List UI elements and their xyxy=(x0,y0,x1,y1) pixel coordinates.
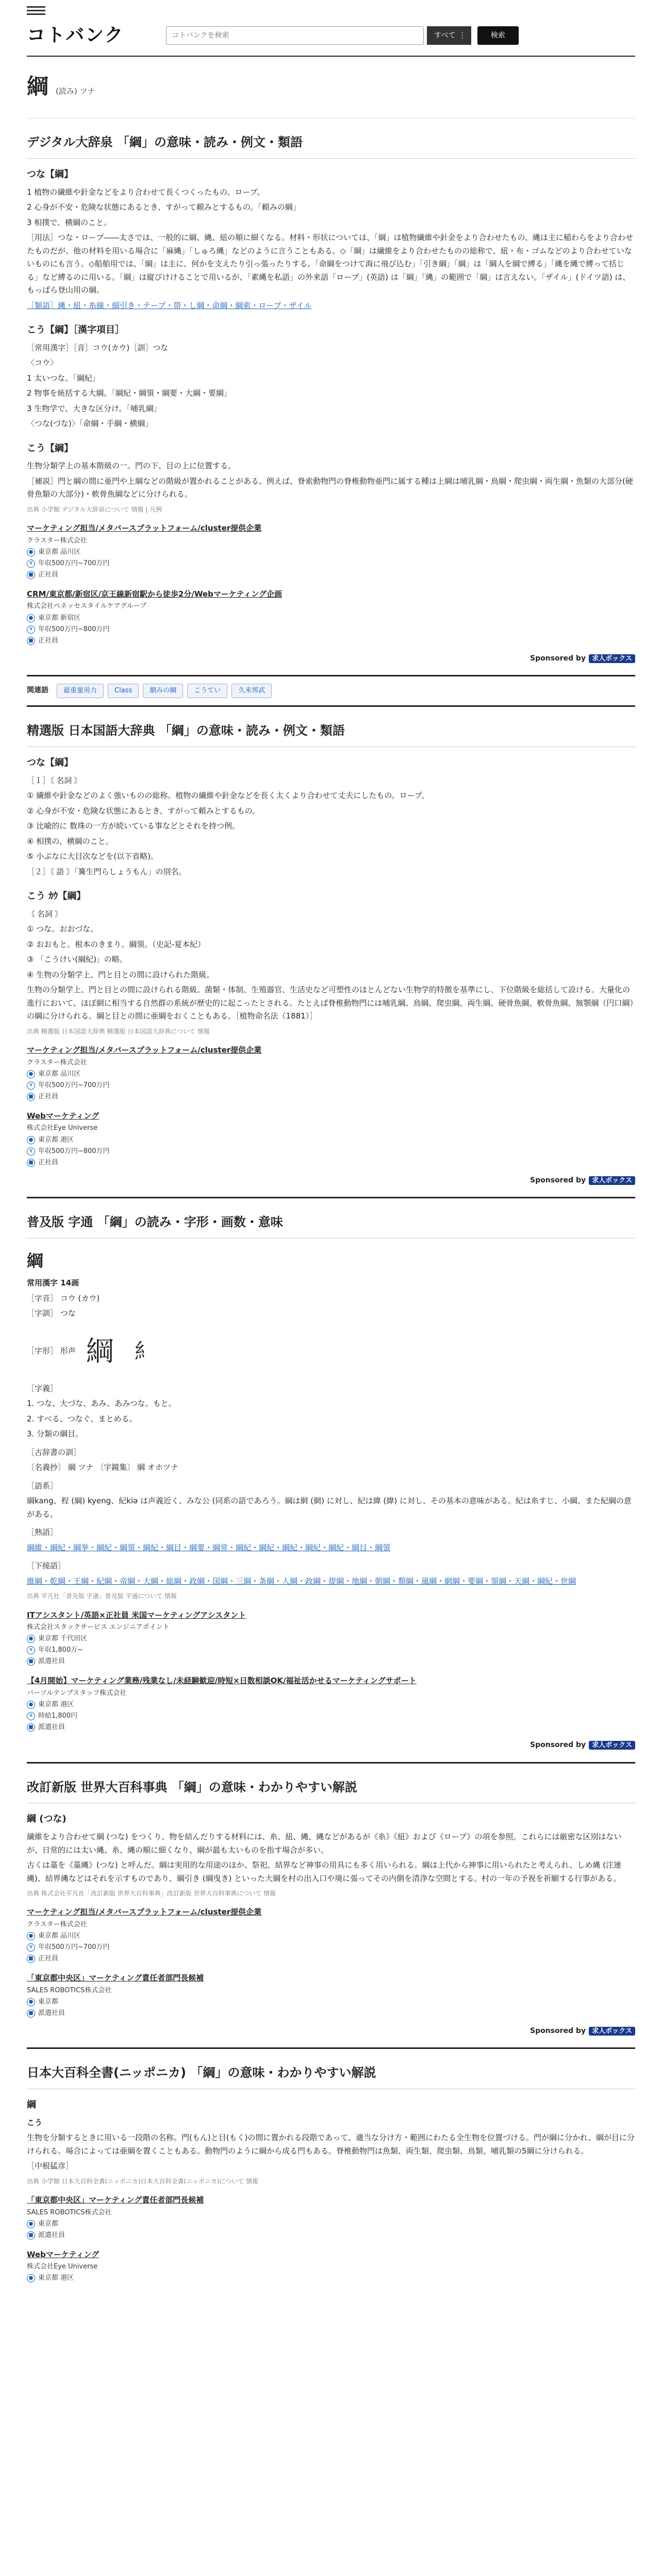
related-chip[interactable]: こうてい xyxy=(187,684,227,698)
job-ad-salary: 年収500万円~700万円 xyxy=(38,1943,110,1952)
sponsored-text: Sponsored by xyxy=(530,654,586,663)
yen-icon: ¥ xyxy=(27,625,35,634)
section-label: ［古辞書の訓］ xyxy=(27,1447,81,1457)
job-ad-title[interactable]: ITアシスタント/英語×正社員 米国マーケティングアシスタント xyxy=(27,1610,246,1620)
job-ad-type: 派遣社員 xyxy=(38,1657,65,1666)
location-icon: ● xyxy=(27,1998,35,2006)
location-icon: ● xyxy=(27,2274,35,2282)
word-family: 綱kang、程 (綱) kyeng、紀kiə は声義近く、みな公 (同系の語であろう。綱は網 (網) に対し、紀は緯 (緯) に対し、その基本の意味がある。紀は糸すじ、小綱、また紀綱の意がある。 xyxy=(27,1496,632,1519)
job-ad-title[interactable]: CRM/東京都/新宿区/京王線新宿駅から徒歩2分/Webマーケティング企画 xyxy=(27,589,282,599)
source-credit: 出典 小学館 日本大百科全書(ニッポニカ)日本大百科全書(ニッポニカ)について 情報 xyxy=(27,2177,258,2185)
menu-icon[interactable] xyxy=(27,6,45,18)
job-ad-company: クラスター株式会社 xyxy=(27,1058,87,1066)
location-icon: ● xyxy=(27,1635,35,1643)
job-ad-company: 株式会社Eye Universe xyxy=(27,1124,98,1132)
job-ad-title[interactable]: Webマーケティング xyxy=(27,2249,100,2259)
job-ad[interactable] xyxy=(27,1674,635,1733)
author: ［中根猛彦］ xyxy=(27,2161,74,2171)
job-ad-company: SALES ROBOTICS株式会社 xyxy=(27,2208,112,2216)
job-ad-salary: 年収500万円~800万円 xyxy=(38,1147,110,1155)
meaning-line: 2. すべる、つなぐ、まとめる。 xyxy=(27,1414,137,1423)
job-ad[interactable] xyxy=(27,1972,635,2019)
article-paragraph: 古くは藁を《藁縄》(つな) と呼んだ。綱は実用的な用途のほか、祭祀、結界など神事の用具にも多く用いられる。綱は上代から神事に用いられたと考えられ、しめ縄 (注連縄)、結界縄などはそれを示すものであり、綱引き (綱曳き) といった大綱を村の出入口や境に張ってその内側を清浄な空間とする。村の一年の予祝を祈願する行事がある。 xyxy=(27,1860,622,1883)
job-ad-location: 東京都 港区 xyxy=(38,1136,74,1144)
source-credit: 出典 小学館 デジタル大辞泉について 情報 | 凡例 xyxy=(27,505,162,513)
job-ad[interactable] xyxy=(27,1906,635,1964)
sponsored-label xyxy=(27,653,635,665)
headword: 綱 (つな) xyxy=(27,1814,67,1825)
sponsor-logo[interactable]: 求人ボックス xyxy=(589,2027,635,2036)
definition-line: ④ 生物の分類学上、門と目との間に設けられた階級。 xyxy=(27,970,214,979)
job-ad[interactable] xyxy=(27,522,635,581)
part-of-speech: ［２］〘 語 〙「篝生門らしょうもん」の別名。 xyxy=(27,867,187,876)
definition-line: ⑤ 小ぶなに大目次などを(以下省略)。 xyxy=(27,852,158,861)
section-heading: 日本大百科全書(ニッポニカ) 「綱」の意味・わかりやすい解説 xyxy=(27,2062,635,2089)
job-ad-location: 東京都 品川区 xyxy=(38,1070,81,1078)
job-ad-location: 東京都 港区 xyxy=(38,2274,74,2282)
briefcase-icon: ■ xyxy=(27,1657,35,1666)
dictionary-section-daijisen xyxy=(27,118,635,676)
job-ad[interactable] xyxy=(27,1609,635,1668)
section-heading: 普及版 字通 「綱」の読み・字形・画数・意味 xyxy=(27,1212,635,1239)
job-ad-location: 東京都 品川区 xyxy=(38,1932,81,1940)
sponsored-label xyxy=(27,1739,635,1752)
sponsored-text: Sponsored by xyxy=(530,1740,586,1749)
job-ad-title[interactable]: マーケティング担当/メタバースプラットフォーム/cluster提供企業 xyxy=(27,1907,262,1917)
job-ad[interactable] xyxy=(27,2248,635,2284)
sponsor-logo[interactable]: 求人ボックス xyxy=(589,654,635,663)
definition-line: 3 相撲で、横綱のこと。 xyxy=(27,217,112,227)
yen-icon: ¥ xyxy=(27,1646,35,1654)
kanji-glyph: 綱 xyxy=(86,1334,114,1367)
job-ad-type: 派遣社員 xyxy=(38,2009,65,2017)
yen-icon: ¥ xyxy=(27,1943,35,1952)
section-label: ［熟語］ xyxy=(27,1528,58,1537)
related-chip[interactable]: Class xyxy=(108,684,139,698)
briefcase-icon: ■ xyxy=(27,2009,35,2018)
sponsored-text: Sponsored by xyxy=(530,1176,586,1184)
sponsor-logo[interactable]: 求人ボックス xyxy=(589,1176,635,1185)
sponsor-logo[interactable]: 求人ボックス xyxy=(589,1741,635,1750)
dictionary-section-nikkoku xyxy=(27,707,635,1198)
job-ad-salary: 年収500万円~800万円 xyxy=(38,625,110,633)
job-ad-company: 株式会社Eye Universe xyxy=(27,2263,98,2271)
job-ad-company: クラスター株式会社 xyxy=(27,1920,87,1928)
job-ad-location: 東京都 千代田区 xyxy=(38,1635,88,1643)
headword: 綱 xyxy=(27,2099,36,2111)
location-icon: ● xyxy=(27,1701,35,1709)
dictionary-section-nipponica xyxy=(27,2049,635,2298)
sponsored-label xyxy=(27,1175,635,1187)
job-ad-company: クラスター株式会社 xyxy=(27,536,87,545)
compound-list[interactable]: 綱維・綱紀・綱挙・綱紀・綱領・綱紀・綱目・綱要・綱常・綱紀・綱紀・綱紀・綱紀・綱紀・綱目・綱領 xyxy=(27,1543,391,1552)
job-ad-company: パーソルテンプスタッフ株式会社 xyxy=(27,1689,127,1697)
definition-line: ① 繊維や針金などのよく強いものの総称。植物の繊維や針金などを長く太くより合わせて丈夫にしたもの。ロープ。 xyxy=(27,791,429,801)
word-reading: (読み) ツナ xyxy=(56,87,95,96)
definition-line: ② 心身が不安・危険な状態にあるとき、すがって頼みとするもの。 xyxy=(27,806,260,816)
section-heading: 精選版 日本国語大辞典 「綱」の意味・読み・例文・類語 xyxy=(27,720,635,747)
kanji-formation: ［字形］ 形声 xyxy=(27,1346,76,1356)
related-chip[interactable]: 網みの綱 xyxy=(143,684,183,698)
word-title xyxy=(27,57,635,118)
headword: つな【綱】 xyxy=(27,169,73,180)
kanji-title: 綱 xyxy=(27,1251,44,1271)
job-ad-title[interactable]: マーケティング担当/メタバースプラットフォーム/cluster提供企業 xyxy=(27,1045,262,1055)
search-button[interactable]: 検索 xyxy=(477,26,519,45)
definition-line: ④ 相撲の、横綱のこと。 xyxy=(27,836,113,846)
job-ad-title[interactable]: 「東京都中央区」マーケティング責任者部門長候補 xyxy=(27,2195,204,2205)
definition-line: 1 植物の繊維や針金などをより合わせて長くつくったもの。ロープ。 xyxy=(27,187,265,197)
supplement-note: ［補説］門と綱の間に亜門や上綱などの階級が置かれることがある。例えば、脊索動物門の脊椎動物亜門に属する種は上綱は哺乳綱・鳥綱・爬虫綱・両生綱・魚類の大部分(硬骨魚類の大部分)・軟骨魚綱などに分けられる。 xyxy=(27,476,633,499)
related-words xyxy=(27,676,635,707)
job-ad-type: 正社員 xyxy=(38,570,59,579)
section-label: ［字義］ xyxy=(27,1383,58,1393)
headword: こう ｶｳ【綱】 xyxy=(27,891,86,902)
source-credit: 出典 株式会社平凡社「改訂新版 世界大百科事典」改訂新版 世界大百科事典について 情報 xyxy=(27,1890,276,1897)
ancient-glyph-icon: ⺯ xyxy=(134,1339,155,1363)
yen-icon: ¥ xyxy=(27,1081,35,1090)
subordinate-list[interactable]: 維綱・乾綱・王綱・紀綱・帝綱・大綱・総綱・政綱・国綱・三綱・条綱・人綱・政綱・提綱・地綱・朝綱・頽綱・風綱・網綱・要綱・領綱・天綱・綱紀・世綱 xyxy=(27,1576,576,1586)
job-ad-type: 派遣社員 xyxy=(38,1723,65,1731)
part-of-speech: 〘 名詞 〙 xyxy=(27,909,63,919)
job-ad-salary: 年収1,800万~ xyxy=(38,1646,84,1654)
job-ad-type: 正社員 xyxy=(38,1955,59,1963)
section-heading: 改訂新版 世界大百科事典 「綱」の意味・わかりやすい解説 xyxy=(27,1777,635,1804)
job-ad-title[interactable]: 【4月開始】マーケティング業務/残業なし/未経験歓迎/時短×日数相談OK/福祉活かせるマーケティングサポート xyxy=(27,1676,417,1686)
job-ad[interactable] xyxy=(27,588,635,647)
job-ad-salary: 時給1,800円 xyxy=(38,1711,78,1720)
job-ad[interactable] xyxy=(27,1110,635,1168)
job-ad-title[interactable]: Webマーケティング xyxy=(27,1111,100,1121)
definition-line: ① つな。おおづな。 xyxy=(27,924,98,934)
related-chip[interactable]: 久米邦武 xyxy=(231,684,272,698)
compound-names: 〈つな(づな)〉「命綱・手綱・横綱」 xyxy=(27,419,153,429)
location-icon: ● xyxy=(27,1070,35,1078)
dictionary-section-jitsu xyxy=(27,1198,635,1763)
kanji-reading: ［字訓］ つな xyxy=(27,1309,76,1318)
definition-line: ③ 「こうけい(綱紀)」の略。 xyxy=(27,955,127,964)
old-readings: 〔名義抄〕 綱 ツナ 〔字鏡集〕 綱 オホツナ xyxy=(27,1463,178,1472)
definition-line: 2 心身が不安・危険な状態にあるとき、すがって頼みとするもの。「頼みの綱」 xyxy=(27,202,301,212)
related-label: 関連語 xyxy=(27,686,48,695)
article-paragraph: 生物を分類するときに用いる一段階の名称。門(もん)と目(もく)の間に置かれる段階であって、適当な分け方・範囲にわたる全生物を位置づける。門が綱に分かれ、綱が目に分けられる。場合によっては亜綱を置くこともある。動物門のように綱から成る門もある。脊椎動物門は魚類、両生類、爬虫類、鳥類、哺乳類の5綱に分けられる。 xyxy=(27,2133,635,2156)
definition-line: 2 物事を統括する大綱。「綱紀・綱領・綱要・大綱・要綱」 xyxy=(27,388,231,398)
definition-line: 3 生物学で、大きな区分け。「哺乳綱」 xyxy=(27,403,161,413)
kanji-reading: ［字音］ コウ (カウ) xyxy=(27,1293,100,1303)
job-ad-title[interactable]: 「東京都中央区」マーケティング責任者部門長候補 xyxy=(27,1973,204,1983)
headword-reading: こう xyxy=(27,2117,43,2127)
job-ad[interactable] xyxy=(27,1044,635,1103)
job-ad-type: 派遣社員 xyxy=(38,2231,65,2239)
meaning-line: 3. 分類の綱目。 xyxy=(27,1429,84,1439)
location-icon: ● xyxy=(27,548,35,556)
search-scope-select[interactable]: すべて ⋮ xyxy=(427,26,471,45)
briefcase-icon: ■ xyxy=(27,637,35,645)
job-ad-company: SALES ROBOTICS株式会社 xyxy=(27,1986,112,1994)
source-credit: 出典 精選版 日本国語大辞典 精選版 日本国語大辞典について 情報 xyxy=(27,1027,210,1035)
job-ad-salary: 年収500万円~700万円 xyxy=(38,1081,110,1089)
yen-icon: ¥ xyxy=(27,560,35,568)
job-ad[interactable] xyxy=(27,2194,635,2241)
job-ad-location: 東京都 新宿区 xyxy=(38,614,81,622)
section-label: ［語系］ xyxy=(27,1481,58,1490)
reading-label: 〈コウ〉 xyxy=(27,358,58,368)
source-credit: 出典 平凡社「普及版 字通」普及版 字通について 情報 xyxy=(27,1592,177,1600)
headword: こう【綱】［漢字項目］ xyxy=(27,325,124,336)
related-chip[interactable]: 最重量用力 xyxy=(57,684,104,698)
briefcase-icon: ■ xyxy=(27,571,35,579)
job-ad-location: 東京都 品川区 xyxy=(38,548,81,556)
briefcase-icon: ■ xyxy=(27,2231,35,2240)
sponsored-text: Sponsored by xyxy=(530,2026,586,2035)
synonyms[interactable]: ［類語］縄・紐・糸線・細引き・テープ・帯・し綱・命綱・綱索・ロープ・ザイル xyxy=(27,300,312,310)
definition-line: ② おおもと。根本のきまり。綱領。（史記-夏本紀） xyxy=(27,939,206,949)
headword: つな【綱】 xyxy=(27,757,73,769)
briefcase-icon: ■ xyxy=(27,1723,35,1732)
definition-text: 生物分類学上の基本階級の一。門の下、目の上に位置する。 xyxy=(27,461,236,471)
search-bar xyxy=(166,26,635,45)
definition-line: ③ 比喩的に 数珠の一方が続いている事などとそれを持つ例。 xyxy=(27,821,240,831)
headword: こう【綱】 xyxy=(27,443,73,454)
location-icon: ● xyxy=(27,614,35,622)
site-logo[interactable]: コトバンク xyxy=(27,25,124,46)
definition-text: 生物の分類学上、門と目との間に設けられる階級。菌類・体制、生殖器官、生活史など可塑性のほとんどない生物学的特徴を基準にし、下位階級を総括して設ける。大量化の進行において、ほぼ網に相当する自然群の系統が歴史的に起こったとされる。たとえば脊椎動物門には哺乳綱、鳥綱、爬虫綱、両生綱、硬骨魚綱、軟骨魚綱、無顎綱（円口綱）の綱に分けられる。綱と目との間に亜綱をおくこともある。［植物命名法（1881）］ xyxy=(27,985,634,1021)
search-input[interactable] xyxy=(166,26,424,45)
section-heading: デジタル大辞泉 「綱」の意味・読み・例文・類語 xyxy=(27,132,635,159)
dictionary-section-heibonsha xyxy=(27,1764,635,2049)
location-icon: ● xyxy=(27,1136,35,1144)
article-paragraph: 繊維をより合わせて綱 (つな) をつくり、物を結んだりする材料には、糸、紐、縄、縄などがあるが《糸》《紐》および《ロープ》の項を参照。これらには厳密な区別はないが、日常的には太い縄、糸、縄の順に細くなり、綱が最も太いものを指す場合が多い。 xyxy=(27,1832,622,1855)
briefcase-icon: ■ xyxy=(27,1093,35,1101)
site-header xyxy=(27,0,635,57)
job-ad-type: 正社員 xyxy=(38,636,59,645)
job-ad-type: 正社員 xyxy=(38,1092,59,1100)
stroke-count: 常用漢字 14画 xyxy=(27,1278,79,1288)
job-ad-location: 東京都 xyxy=(38,1997,59,2006)
job-ad-location: 東京都 xyxy=(38,2219,59,2228)
yen-icon: ¥ xyxy=(27,1147,35,1156)
page-title: 綱 xyxy=(27,74,49,99)
briefcase-icon: ■ xyxy=(27,1159,35,1167)
job-ad-location: 東京都 港区 xyxy=(38,1700,74,1708)
definition-line: 1 太いつな。「綱紀」 xyxy=(27,373,100,383)
sponsored-label xyxy=(27,2025,635,2038)
location-icon: ● xyxy=(27,1932,35,1940)
job-ad-company: 株式会社ベネッセスタイルケアグループ xyxy=(27,602,147,611)
kanji-grade: ［常用漢字］［音］コウ(カウ)［訓］つな xyxy=(27,343,169,352)
briefcase-icon: ■ xyxy=(27,1955,35,1963)
job-ad-title[interactable]: マーケティング担当/メタバースプラットフォーム/cluster提供企業 xyxy=(27,523,262,533)
yen-icon: ¥ xyxy=(27,1712,35,1720)
job-ad-salary: 年収500万円~700万円 xyxy=(38,559,110,567)
meaning-line: 1. つな、大づな、あみ、あみつな。もと。 xyxy=(27,1399,176,1409)
job-ad-company: 株式会社スタックサービス エンジニアポイント xyxy=(27,1623,170,1632)
job-ad-type: 正社員 xyxy=(38,1158,59,1166)
location-icon: ● xyxy=(27,2220,35,2228)
part-of-speech: ［１］〘 名詞 〙 xyxy=(27,775,82,785)
section-label: ［下接語］ xyxy=(27,1561,66,1571)
usage-note: ［用法］つな・ロープ――太さでは、一般的に綱、縄、紐の順に細くなる。材料・形状については、「綱」は植物繊維や針金をより合わせたもの、縄は主に稲わらをより合わせたものだが、他の材料を用いる場合に「麻縄」「しゅろ縄」などのように言うこともある。◇「綱」は繊維をより合わせたものの総称で、紐・布・ゴムなどのより合わせていないものにも言う。◇船舶用では、「綱」は主に、何かを支えたり引っ張ったりする。「命綱をつけて海に飛び込む」「引き綱」「綱」は「綱人を綱で縛る」「縄を縄で縛って括じる」など縛るのに用いる。「綱」は縦びけけることで用いるが、「素縄を私語」の外来語「ロープ」(英語) は「綱」「縄」の範囲で「綱」は言えない。「ザイル」(ドイツ語) は、もっぱら登山用の綱。 xyxy=(27,233,633,295)
